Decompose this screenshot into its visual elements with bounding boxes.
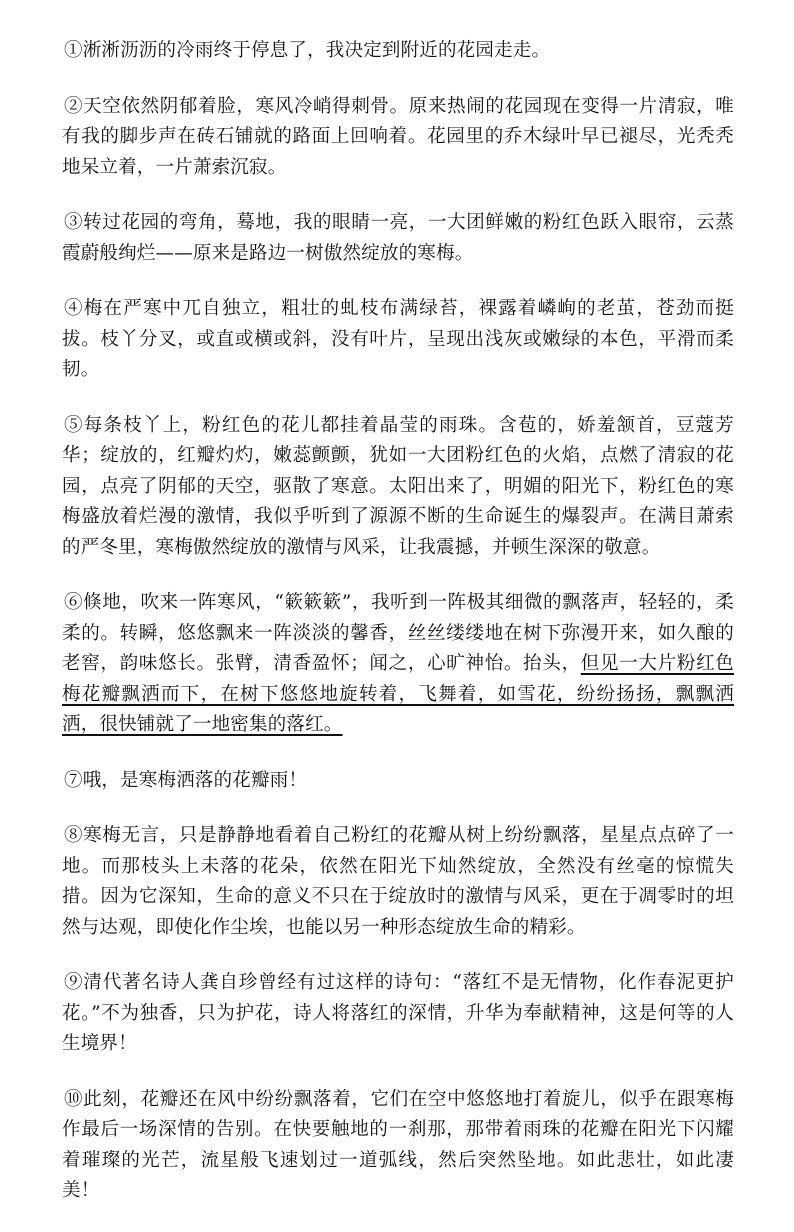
paragraph-6 — [62, 588, 734, 741]
paragraph-8: ⑧寒梅无言，只是静静地看着自己粉红的花瓣从树上纷纷飘落，星星点点碎了一地。而那枝头上未落的花朵，依然在阳光下灿然绽放，全然没有丝毫的惊慌失措。因为它深知，生命的意义不只在于绽放时的激情与风采，更在于凋零时的坦然与达观，即使化作尘埃，也能以另一种形态绽放生命的精彩。 — [62, 825, 734, 938]
paragraph-6-text: ⑥倏地，吹来一阵寒风，“簌簌簌”，我听到一阵极其细微的飘落声，轻轻的，柔柔的。转瞬，悠悠飘来一阵淡淡的馨香，丝丝缕缕地在树下弥漫开来，如久酿的老窖，韵味悠长。张臂，清香盈怀；闻之，心旷神怡。抬头， — [62, 592, 734, 674]
paragraph-9: ⑨清代著名诗人龚自珍曾经有过这样的诗句：“落红不是无情物，化作春泥更护花。”不为独香，只为护花，诗人将落红的深情，升华为奉献精神，这是何等的人生境界！ — [62, 972, 734, 1054]
paragraph-4: ④梅在严寒中兀自独立，粗壮的虬枝布满绿苔，裸露着嶙峋的老茧，苍劲而挺拔。枝丫分叉，或直或横或斜，没有叶片，呈现出浅灰或嫩绿的本色，平滑而柔韧。 — [62, 298, 734, 380]
paragraph-10: ⑩此刻，花瓣还在风中纷纷飘落着，它们在空中悠悠地打着旋儿，似乎在跟寒梅作最后一场深情的告别。在快要触地的一刹那，那带着雨珠的花瓣在阳光下闪耀着璀璨的光芒，流星般飞速划过一道弧线，然后突然坠地。如此悲壮，如此凄美！ — [62, 1088, 734, 1201]
paragraph-7: ⑦哦，是寒梅洒落的花瓣雨！ — [64, 769, 308, 791]
paragraph-2: ②天空依然阴郁着脸，寒风冷峭得刺骨。原来热闹的花园现在变得一片清寂，唯有我的脚步声在砖石铺就的路面上回响着。花园里的乔木绿叶早已褪尽，光秃秃地呆立着，一片萧索沉寂。 — [62, 95, 734, 178]
paragraph-1: ①淅淅沥沥的冷雨终于停息了，我决定到附近的花园走走。 — [64, 40, 551, 61]
paragraph-5: ⑤每条枝丫上，粉红色的花儿都挂着晶莹的雨珠。含苞的，娇羞颔首，豆蔻芳华；绽放的，红瓣灼灼，嫩蕊颤颤，犹如一大团粉红色的火焰，点燃了清寂的花园，点亮了阴郁的天空，驱散了寒意。太阳出来了，明媚的阳光下，粉红色的寒梅盛放着烂漫的激情，我似乎听到了源源不断的生命诞生的爆裂声。在满目萧索的严冬里，寒梅傲然绽放的激情与风采，让我震撼，并顿生深深的敬意。 — [62, 414, 734, 558]
paragraph-3: ③转过花园的弯角，蓦地，我的眼睛一亮，一大团鲜嫩的粉红色跃入眼帘，云蒸霞蔚般绚烂——原来是路边一树傲然绽放的寒梅。 — [62, 212, 734, 264]
document-page — [62, 36, 734, 1232]
underlined-sentence: 但见一大片粉红色梅花瓣飘洒而下，在树下悠悠地旋转着，飞舞着，如雪花，纷纷扬扬，飘飘洒洒，很快铺就了一地密集的落红。 — [62, 653, 734, 735]
